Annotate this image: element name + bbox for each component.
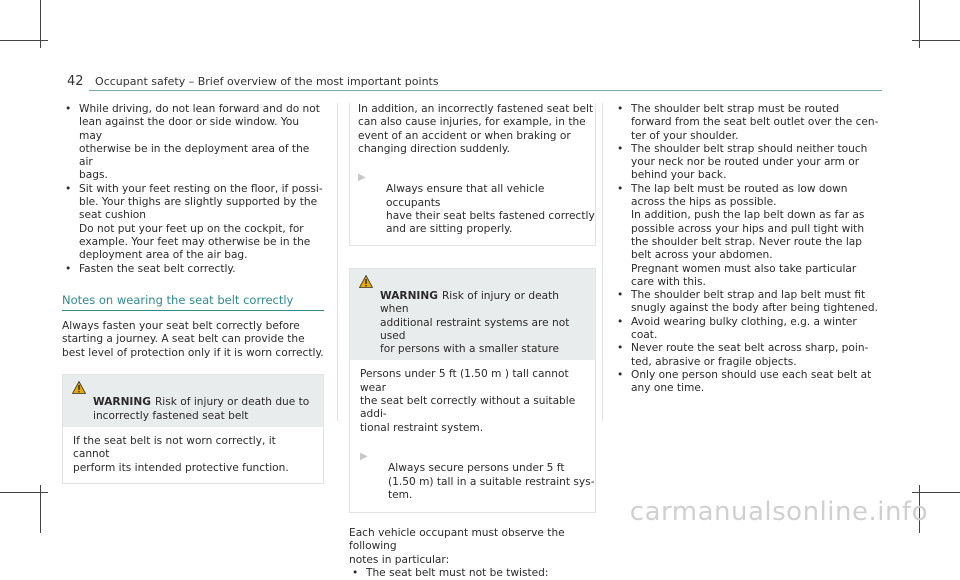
- list-item: [614, 103, 884, 143]
- list-item: [614, 342, 884, 369]
- crop-mark: [912, 492, 960, 493]
- warning-heading: Risk of injury or death due to incorrectly fastened seat belt: [93, 396, 310, 422]
- list-item: [614, 289, 884, 316]
- crop-mark: [0, 492, 48, 493]
- warning-box: [349, 268, 596, 513]
- page-header: [67, 74, 439, 89]
- warning-header: [63, 375, 323, 427]
- list-item-text: • Only one person should use each seat belt at any one time.: [631, 368, 872, 395]
- list-item: [614, 143, 884, 183]
- list-item-text: • The shoulder belt strap must be routed forward from the seat belt outlet over the cen- ter of your shoulder.: [631, 103, 879, 142]
- warning-heading: Risk of injury or death when additional restraint systems are not used for persons with a smaller stature: [380, 289, 570, 356]
- tip-text: Always ensure that all vehicle occupants have their seat belts fastened correctly and are sitting properly.: [386, 183, 595, 236]
- tip-text: Always secure persons under 5 ft (1.50 m) tall in a suitable restraint sys- tem.: [388, 462, 595, 501]
- bullet-list: [349, 567, 596, 580]
- warning-body: Persons under 5 ft (1.50 m ) tall cannot wear the seat belt correctly without a suitable addi- tional restraint system.: [360, 368, 576, 434]
- continuation-paragraph: In addition, an incorrectly fastened seat belt can also cause injuries, for example, in the event of an accident or when braking or changing direction suddenly.: [358, 103, 594, 155]
- intro-paragraph: Always fasten your seat belt correctly before starting a journey. A seat belt can provide the best level of protection only if it is worn correctly.: [62, 320, 324, 359]
- column-divider: [337, 103, 338, 421]
- column-2: [349, 103, 596, 580]
- list-item-extra-text: In addition, push the lap belt down as far as possible across your hips and pull tight with the shoulder belt strap. Never route the lap belt across your abdomen.: [631, 209, 865, 262]
- warning-body: If the seat belt is not worn correctly, it cannot perform its intended protective function.: [73, 434, 289, 474]
- list-item-text: • Fasten the seat belt correctly.: [79, 262, 236, 275]
- list-item: [614, 369, 884, 396]
- list-item-text: The seat belt must not be twisted:: [366, 567, 549, 580]
- list-item-text: • Sit with your feet resting on the floor, if possi- ble. Your thighs are slightly supported by the seat cushion: [79, 182, 323, 222]
- list-item-text: • Never route the seat belt across sharp, poin- ted, abrasive or fragile objects.: [631, 342, 869, 368]
- list-item: [62, 183, 324, 263]
- section-title: Notes on wearing the seat belt correctly: [62, 294, 324, 311]
- bullet-list: [614, 103, 884, 396]
- list-item-text: • The lap belt must be routed as low down across the hips as possible.: [631, 182, 848, 209]
- crop-mark: [912, 40, 960, 41]
- list-item: [614, 183, 884, 289]
- page-number: 42: [67, 74, 84, 89]
- crop-mark: [0, 40, 48, 41]
- watermark: carmanualsonline.info: [629, 497, 928, 527]
- list-item-text: • The shoulder belt strap and lap belt must fit snugly against the body after being tightened.: [631, 289, 878, 315]
- list-item: [614, 316, 884, 343]
- list-item: [349, 567, 596, 580]
- warning-triangle-icon: [72, 381, 86, 394]
- tip: [358, 170, 595, 236]
- column-3: [614, 103, 884, 396]
- play-arrow-icon: ▶: [360, 450, 368, 462]
- list-item: [62, 263, 324, 276]
- warning-triangle-icon: [359, 275, 373, 288]
- list-item-text: • While driving, do not lean forward and do not lean against the door or side window. You may otherwise be in the deployment area of the air bags.: [79, 103, 320, 182]
- tip: [360, 449, 595, 502]
- warning-header: [350, 269, 595, 361]
- list-item-extra-text: Pregnant women must also take particular care with this.: [631, 262, 857, 288]
- warning-label: WARNING: [380, 289, 438, 302]
- page-title: Occupant safety – Brief overview of the most important points: [95, 75, 439, 88]
- column-1: [62, 103, 324, 484]
- continuation-box: [349, 103, 596, 246]
- list-item-extra-text: Do not put your feet up on the cockpit, for example. Your feet may otherwise be in the deployment area of the air bag.: [79, 222, 311, 262]
- column-divider: [602, 103, 603, 421]
- header-rule: [89, 90, 882, 91]
- play-arrow-icon: ▶: [358, 172, 366, 184]
- list-item-text: • The shoulder belt strap should neither touch your neck nor be routed under your arm or behind your back.: [631, 142, 868, 182]
- list-item: [62, 103, 324, 183]
- paragraph: Each vehicle occupant must observe the following notes in particular:: [349, 527, 565, 566]
- list-item-text: • Avoid wearing bulky clothing, e.g. a winter coat.: [631, 315, 857, 342]
- bullet-list: [62, 103, 324, 276]
- warning-box: [62, 374, 324, 484]
- warning-label: WARNING: [93, 396, 151, 409]
